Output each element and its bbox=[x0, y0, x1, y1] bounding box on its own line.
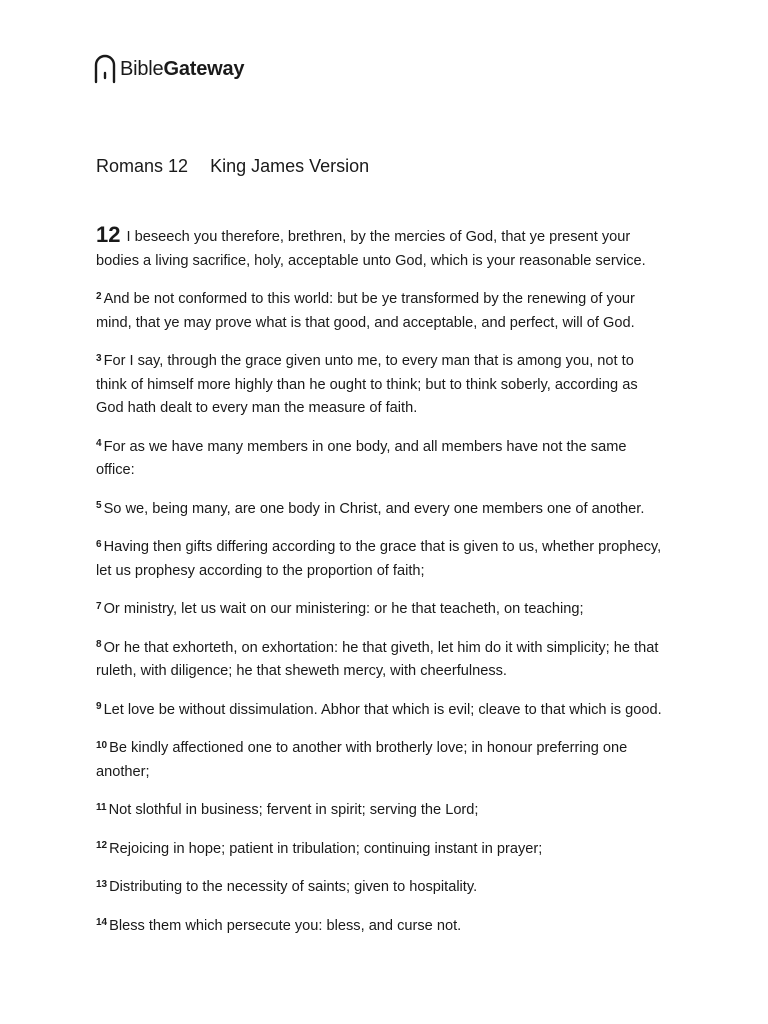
verse-7 bbox=[96, 598, 668, 622]
verse-9 bbox=[96, 699, 668, 723]
verse-text: I beseech you therefore, brethren, by the mercies of God, that ye present your bodies a living sacrifice, holy, acceptable unto God, which is your reasonable service. bbox=[96, 229, 646, 269]
verse-2 bbox=[96, 288, 668, 335]
biblegateway-logo-icon bbox=[92, 52, 118, 86]
verse-12 bbox=[96, 838, 668, 862]
verse-number: 2 bbox=[96, 290, 102, 302]
verse-text: Let love be without dissimulation. Abhor that which is evil; cleave to that which is good. bbox=[103, 701, 662, 718]
verse-3 bbox=[96, 350, 668, 421]
verse-text: Distributing to the necessity of saints; given to hospitality. bbox=[109, 879, 478, 895]
verse-number: 10 bbox=[96, 739, 108, 751]
verse-10 bbox=[96, 737, 668, 784]
verse-text: Having then gifts differing according to the grace that is given to us, whether prophecy, let us prophesy according to the proportion of faith; bbox=[96, 539, 662, 579]
verse-text: Or he that exhorteth, on exhortation: he that giveth, let him do it with simplicity; he that ruleth, with diligence; he that sheweth mercy, with cheerfulness. bbox=[96, 639, 659, 679]
verse-4 bbox=[96, 436, 668, 483]
verse-number: 11 bbox=[96, 801, 107, 813]
verse-14 bbox=[96, 915, 668, 939]
passage-text bbox=[96, 222, 668, 953]
verse-number: 9 bbox=[96, 701, 102, 712]
verse-number: 8 bbox=[96, 639, 102, 650]
verse-11 bbox=[96, 799, 668, 823]
verse-text: So we, being many, are one body in Christ, and every one members one of another. bbox=[103, 500, 645, 517]
verse-text: For as we have many members in one body, and all members have not the same office: bbox=[96, 438, 627, 478]
verse-text: Bless them which persecute you: bless, and curse not. bbox=[109, 917, 462, 934]
verse-number: 4 bbox=[96, 438, 102, 449]
biblegateway-logo bbox=[92, 52, 244, 86]
passage-version: King James Version bbox=[210, 156, 370, 176]
chapter-number: 12 bbox=[96, 222, 121, 247]
verse-1 bbox=[96, 222, 668, 273]
verse-text: For I say, through the grace given unto me, to every man that is among you, not to think of himself more highly than he ought to think; but to think soberly, according as God hath dealt to every man the measure of faith. bbox=[96, 353, 638, 416]
verse-13 bbox=[96, 876, 668, 900]
verse-number: 13 bbox=[96, 878, 108, 890]
passage-reference: Romans 12 bbox=[96, 156, 189, 176]
verse-text: Be kindly affectioned one to another with brotherly love; in honour preferring one another; bbox=[96, 740, 628, 780]
passage-title bbox=[96, 156, 369, 177]
verse-text: Rejoicing in hope; patient in tribulation; continuing instant in prayer; bbox=[109, 840, 543, 857]
brand-name-bold: Gateway bbox=[163, 58, 245, 80]
brand-name bbox=[120, 59, 244, 79]
verse-text: Not slothful in business; fervent in spirit; serving the Lord; bbox=[108, 802, 479, 818]
verse-number: 5 bbox=[96, 500, 102, 511]
verse-8 bbox=[96, 637, 668, 684]
verse-5 bbox=[96, 498, 668, 522]
verse-number: 6 bbox=[96, 538, 102, 550]
verse-text: Or ministry, let us wait on our ministering: or he that teacheth, on teaching; bbox=[103, 601, 584, 617]
verse-number: 12 bbox=[96, 840, 108, 851]
verse-number: 14 bbox=[96, 917, 108, 928]
verse-text: And be not conformed to this world: but be ye transformed by the renewing of your mind, that ye may prove what is that good, and acceptable, and perfect, will of God. bbox=[96, 291, 635, 331]
verse-number: 3 bbox=[96, 352, 102, 364]
brand-name-light: Bible bbox=[120, 58, 164, 80]
verse-number: 7 bbox=[96, 600, 102, 612]
verse-6 bbox=[96, 536, 668, 583]
